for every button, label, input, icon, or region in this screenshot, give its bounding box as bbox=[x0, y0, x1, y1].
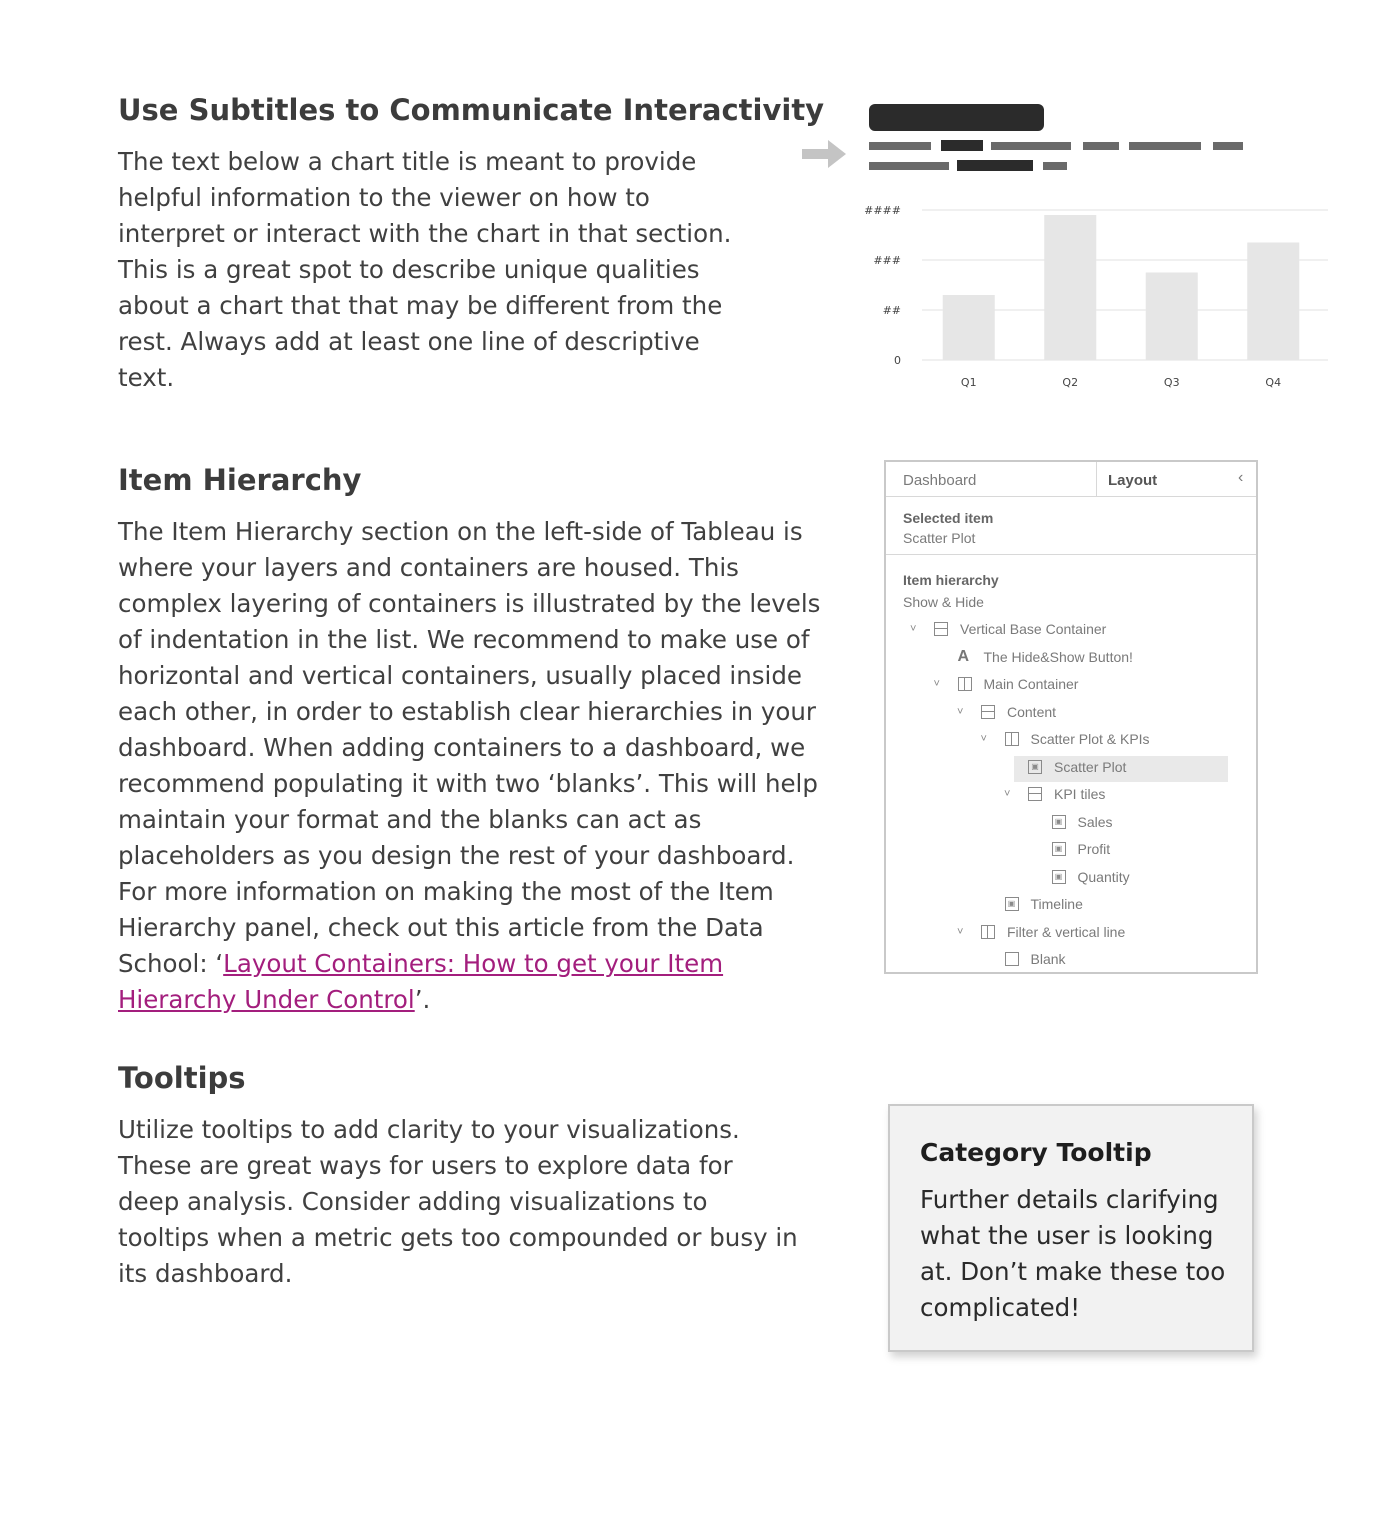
placeholder-subtitle bbox=[869, 140, 1243, 171]
bar-q4 bbox=[1247, 243, 1299, 361]
x-tick-label: Q1 bbox=[960, 376, 977, 389]
x-tick-label: Q3 bbox=[1163, 376, 1180, 389]
tree-item[interactable] bbox=[886, 783, 1256, 809]
vertical-container-icon bbox=[958, 677, 972, 691]
sheet-icon: ▣ bbox=[1052, 870, 1066, 884]
tab-dashboard[interactable]: Dashboard bbox=[903, 472, 977, 489]
vertical-container-icon bbox=[981, 925, 995, 939]
placeholder-title-bar bbox=[869, 104, 1044, 131]
tree-item-label: Blank bbox=[1030, 951, 1066, 967]
bar-q1 bbox=[943, 295, 995, 360]
chevron-down-icon[interactable]: ˅ bbox=[980, 733, 987, 745]
tree-item[interactable] bbox=[886, 673, 1256, 699]
sheet-icon: ▣ bbox=[1052, 815, 1066, 829]
tree-item[interactable] bbox=[886, 646, 1256, 672]
bar-q2 bbox=[1044, 215, 1096, 360]
chevron-down-icon[interactable]: ˅ bbox=[957, 925, 964, 938]
chevron-down-icon[interactable]: ˅ bbox=[933, 678, 940, 690]
tree-item-label: Sales bbox=[1077, 813, 1113, 830]
example-tooltip bbox=[888, 1104, 1254, 1352]
tab-divider bbox=[1096, 462, 1097, 496]
panel-divider bbox=[886, 554, 1256, 555]
tree-item[interactable] bbox=[886, 921, 1256, 947]
layout-panel-tabs bbox=[886, 462, 1256, 497]
subtitles-heading: Use Subtitles to Communicate Interactivity bbox=[118, 93, 825, 127]
y-tick-label: 0 bbox=[894, 354, 901, 367]
chevron-down-icon[interactable]: ˅ bbox=[910, 623, 917, 635]
y-tick-label: #### bbox=[864, 204, 901, 217]
vertical-container-icon bbox=[1005, 732, 1019, 746]
tree-item[interactable] bbox=[886, 866, 1256, 892]
tree-item[interactable] bbox=[886, 838, 1256, 864]
tree-item[interactable] bbox=[886, 893, 1256, 919]
tree-item-label: The Hide&Show Button! bbox=[983, 648, 1133, 665]
sheet-icon: ▣ bbox=[1052, 842, 1066, 856]
tree-item-label: Filter & vertical line bbox=[1007, 923, 1126, 940]
tree-item-label: Timeline bbox=[1030, 896, 1083, 912]
tooltip-body: Further details clarifying what the user is looking at. Don’t make these too complicated! bbox=[920, 1185, 1226, 1322]
example-chart bbox=[790, 95, 1350, 405]
tree-item-label: Content bbox=[1007, 703, 1057, 720]
hierarchy-heading: Item Hierarchy bbox=[118, 463, 362, 497]
tree-item[interactable] bbox=[886, 728, 1256, 754]
item-hierarchy-label: Item hierarchy bbox=[903, 572, 999, 588]
collapse-panel-icon[interactable]: ‹ bbox=[1238, 469, 1244, 486]
tree-item-label: Vertical Base Container bbox=[960, 621, 1107, 637]
tree-item-label: Profit bbox=[1077, 841, 1111, 857]
horizontal-container-icon bbox=[1028, 787, 1042, 801]
tree-item-label: KPI tiles bbox=[1054, 786, 1106, 802]
tree-item-label: Main Container bbox=[983, 676, 1079, 692]
layout-containers-article-link[interactable]: Layout Containers: How to get your Item Hierarchy Under Control bbox=[118, 949, 724, 1014]
selected-item-value: Scatter Plot bbox=[903, 530, 976, 546]
y-tick-label: ### bbox=[873, 254, 901, 267]
blank-icon bbox=[1005, 952, 1019, 966]
tab-layout[interactable]: Layout bbox=[1108, 472, 1158, 489]
tooltip-title: Category Tooltip bbox=[920, 1138, 1152, 1167]
tree-item[interactable] bbox=[886, 618, 1256, 644]
tree-item[interactable] bbox=[886, 948, 1256, 974]
tree-item[interactable] bbox=[886, 701, 1256, 727]
example-chart-svg bbox=[790, 95, 1350, 405]
show-hide-link[interactable]: Show & Hide bbox=[903, 594, 984, 610]
subtitles-paragraph: The text below a chart title is meant to provide helpful information to the viewer on how to interpret or interact with the chart in that section. This is a great spot to describe unique qualities about a chart that that may be different from the rest. Always add at least one line of descriptive text. bbox=[118, 147, 732, 392]
tree-item-label: Scatter Plot bbox=[1054, 758, 1127, 775]
tree-item[interactable] bbox=[886, 756, 1256, 782]
horizontal-container-icon bbox=[934, 622, 948, 636]
tree-item[interactable] bbox=[886, 811, 1256, 837]
hierarchy-body-text: The Item Hierarchy section on the left-side of Tableau is where your layers and containers are housed. This complex layering of containers is illustrated by the levels of indentation in the list. We recommend to make use of horizontal and vertical containers, usually placed inside each other, in order to establish clear hierarchies in your dashboard. When adding containers to a dashboard, we recommend populating it with two ‘blanks’. This will help maintain your format and the blanks can act as placeholders as you design the rest of your dashboard. For more information on making the most of the Item Hierarchy panel, check out this article from the Data School: ‘ bbox=[118, 517, 821, 978]
hierarchy-paragraph bbox=[118, 514, 838, 1018]
arrow-right-icon bbox=[802, 140, 846, 168]
horizontal-container-icon bbox=[981, 705, 995, 719]
selected-item-label: Selected item bbox=[903, 510, 994, 526]
tooltips-paragraph: Utilize tooltips to add clarity to your visualizations. These are great ways for users to explore data for deep analysis. Consider adding visualizations to tooltips when a metric gets too compounded or busy in its dashboard. bbox=[118, 1115, 798, 1288]
chevron-down-icon[interactable]: ˅ bbox=[957, 705, 964, 718]
chevron-down-icon[interactable]: ˅ bbox=[1004, 788, 1011, 800]
text-icon: A bbox=[957, 647, 970, 665]
tree-item-label: Quantity bbox=[1077, 868, 1130, 885]
x-tick-label: Q2 bbox=[1062, 376, 1079, 389]
tooltips-heading: Tooltips bbox=[118, 1061, 246, 1095]
bar-q3 bbox=[1146, 273, 1198, 361]
y-tick-label: ## bbox=[882, 304, 901, 317]
tree-item-label: Scatter Plot & KPIs bbox=[1030, 731, 1150, 747]
tableau-layout-panel bbox=[884, 460, 1258, 974]
sheet-icon: ▣ bbox=[1028, 760, 1042, 774]
sheet-icon: ▣ bbox=[1005, 897, 1019, 911]
hierarchy-body-end: ’. bbox=[414, 985, 431, 1014]
x-tick-label: Q4 bbox=[1265, 376, 1282, 389]
